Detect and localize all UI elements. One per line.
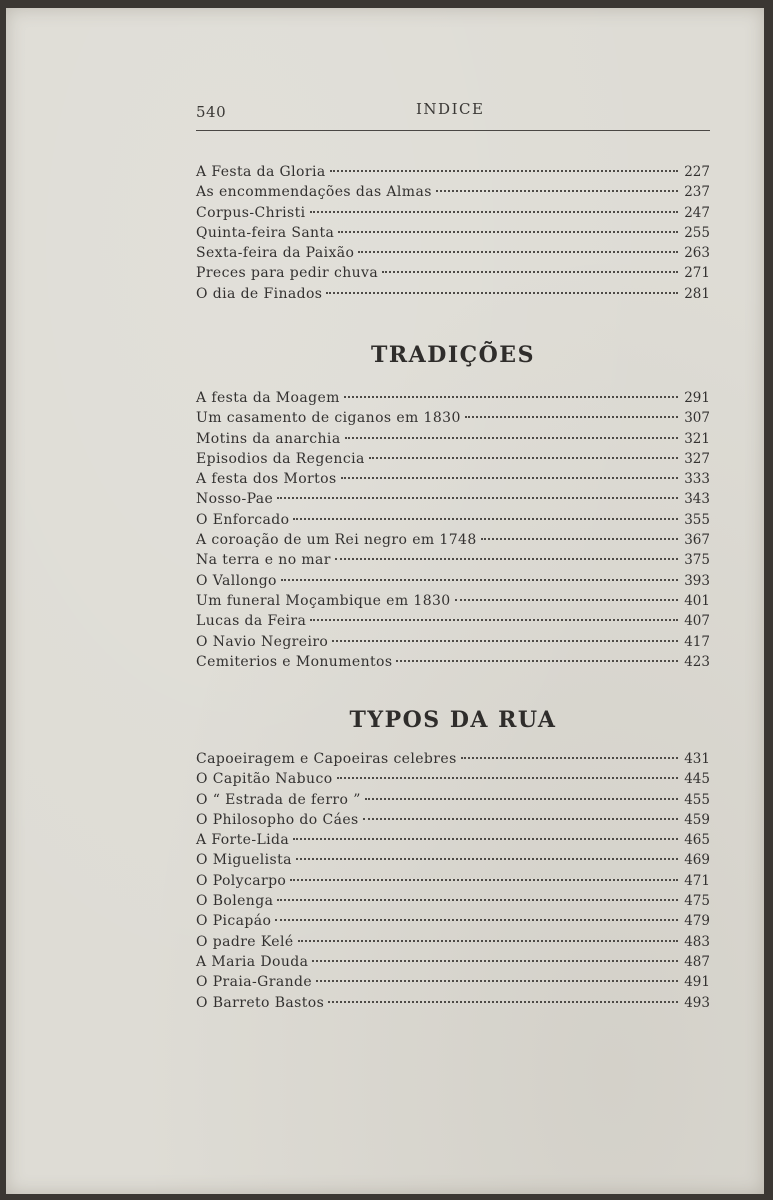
page-number: 540 <box>196 103 227 121</box>
toc-entry-page: 479 <box>684 913 710 930</box>
toc-entry <box>196 512 710 532</box>
toc-entry-title: As encommendações das Almas <box>196 184 432 201</box>
dot-leader <box>465 416 678 418</box>
toc-entry-title: O Bolenga <box>196 893 274 910</box>
toc-entry-page: 469 <box>684 852 710 869</box>
toc-list <box>196 751 710 1015</box>
dot-leader <box>281 579 678 581</box>
dot-leader <box>461 757 678 759</box>
toc-entry <box>196 205 710 225</box>
toc-entry-title: Um funeral Moçambique em 1830 <box>196 592 451 609</box>
dot-leader <box>290 879 678 881</box>
toc-entry-page: 367 <box>684 532 710 549</box>
toc-entry <box>196 934 710 954</box>
toc-entry-page: 333 <box>684 471 710 488</box>
dot-leader <box>436 190 678 192</box>
toc-entry <box>196 913 710 933</box>
dot-leader <box>345 437 678 439</box>
toc-entry-title: Motins da anarchia <box>196 430 341 447</box>
toc-entry-page: 493 <box>684 994 710 1011</box>
toc-entry-title: Cemiterios e Monumentos <box>196 653 393 670</box>
toc-entry <box>196 286 710 306</box>
toc-entry-title: Preces para pedir chuva <box>196 265 379 282</box>
dot-leader <box>382 271 678 273</box>
toc-entry-title: O Capitão Nabuco <box>196 771 333 788</box>
toc-entry <box>196 225 710 245</box>
dot-leader <box>338 231 678 233</box>
toc-entry <box>196 184 710 204</box>
toc-entry <box>196 751 710 771</box>
toc-entry <box>196 265 710 285</box>
toc-entry-page: 355 <box>684 511 710 528</box>
toc-entry <box>196 390 710 410</box>
toc-entry <box>196 164 710 184</box>
toc-entry <box>196 954 710 974</box>
dot-leader <box>293 838 678 840</box>
dot-leader <box>332 640 678 642</box>
toc-entry <box>196 245 710 265</box>
dot-leader <box>310 619 678 621</box>
toc-entry-title: O Barreto Bastos <box>196 994 325 1011</box>
dot-leader <box>396 660 678 662</box>
toc-entry <box>196 431 710 451</box>
toc-entry-title: O Navio Negreiro <box>196 633 329 650</box>
toc-entry-title: O Miguelista <box>196 852 292 869</box>
toc-entry-page: 487 <box>684 953 710 970</box>
toc-entry-title: A festa dos Mortos <box>196 471 337 488</box>
dot-leader <box>341 477 678 479</box>
dot-leader <box>312 960 678 962</box>
dot-leader <box>316 980 678 982</box>
toc-entry <box>196 873 710 893</box>
toc-entry-title: Corpus-Christi <box>196 204 306 221</box>
dot-leader <box>335 558 678 560</box>
toc-entry-title: A Festa da Gloria <box>196 164 326 180</box>
dot-leader <box>275 919 678 921</box>
toc-entry-page: 281 <box>684 285 710 302</box>
toc-entry <box>196 995 710 1015</box>
toc-entry-title: O Praia-Grande <box>196 974 313 991</box>
toc-entry-page: 423 <box>684 653 710 670</box>
toc-entry-page: 247 <box>684 204 710 221</box>
toc-entry <box>196 552 710 572</box>
toc-entry-page: 255 <box>684 224 710 241</box>
toc-entry-title: O Philosopho do Cáes <box>196 811 359 828</box>
toc-section-typos-da-rua <box>196 751 710 1015</box>
page-header <box>6 8 764 138</box>
toc-entry <box>196 410 710 430</box>
toc-section-festas <box>196 164 710 306</box>
dot-leader <box>293 518 678 520</box>
toc-entry-title: O Enforcado <box>196 511 290 528</box>
toc-entry <box>196 634 710 654</box>
toc-entry-title: Sexta-feira da Paixão <box>196 245 355 262</box>
dot-leader <box>310 211 678 213</box>
toc-entry-page: 417 <box>684 633 710 650</box>
toc-entry-page: 327 <box>684 450 710 467</box>
toc-entry-title: Quinta-feira Santa <box>196 224 335 241</box>
toc-entry-page: 465 <box>684 832 710 849</box>
dot-leader <box>344 396 678 398</box>
running-title: INDICE <box>416 100 485 118</box>
toc-entry-page: 445 <box>684 771 710 788</box>
toc-entry <box>196 471 710 491</box>
toc-entry-title: O Vallongo <box>196 572 277 589</box>
toc-entry-title: A festa da Moagem <box>196 390 340 406</box>
toc-entry-title: O dia de Finados <box>196 285 323 302</box>
toc-entry-page: 375 <box>684 552 710 569</box>
header-rule <box>196 130 710 131</box>
toc-entry-page: 431 <box>684 751 710 767</box>
toc-entry-page: 271 <box>684 265 710 282</box>
toc-entry-page: 455 <box>684 791 710 808</box>
toc-entry <box>196 974 710 994</box>
toc-entry-title: A Forte-Lida <box>196 832 290 849</box>
dot-leader <box>337 777 678 779</box>
toc-entry-page: 227 <box>684 164 710 180</box>
toc-entry-page: 343 <box>684 491 710 508</box>
toc-entry <box>196 654 710 674</box>
dot-leader <box>296 858 678 860</box>
toc-entry <box>196 532 710 552</box>
dot-leader <box>330 170 678 172</box>
dot-leader <box>328 1001 678 1003</box>
toc-entry-page: 393 <box>684 572 710 589</box>
toc-entry <box>196 893 710 913</box>
toc-entry-title: O “ Estrada de ferro ” <box>196 791 361 808</box>
section-heading-tradicoes: TRADIÇÕES <box>371 342 535 368</box>
toc-entry-title: Nosso-Pae <box>196 491 274 508</box>
toc-entry <box>196 491 710 511</box>
toc-entry-page: 291 <box>684 390 710 406</box>
toc-entry-title: Capoeiragem e Capoeiras celebres <box>196 751 457 767</box>
toc-entry <box>196 792 710 812</box>
toc-entry-page: 407 <box>684 613 710 630</box>
toc-entry-title: O Picapáo <box>196 913 272 930</box>
toc-entry-page: 475 <box>684 893 710 910</box>
toc-entry-title: Um casamento de ciganos em 1830 <box>196 410 461 427</box>
toc-entry-page: 307 <box>684 410 710 427</box>
dot-leader <box>358 251 678 253</box>
toc-entry <box>196 812 710 832</box>
toc-entry-title: Na terra e no mar <box>196 552 331 569</box>
toc-entry-title: A Maria Douda <box>196 953 309 970</box>
toc-entry-title: O padre Kelé <box>196 933 294 950</box>
dot-leader <box>481 538 678 540</box>
book-page <box>6 8 764 1194</box>
dot-leader <box>363 818 678 820</box>
dot-leader <box>369 457 678 459</box>
toc-section-tradicoes <box>196 390 710 674</box>
dot-leader <box>277 497 678 499</box>
toc-entry <box>196 613 710 633</box>
toc-entry <box>196 451 710 471</box>
toc-entry-page: 491 <box>684 974 710 991</box>
toc-entry-title: Lucas da Feira <box>196 613 307 630</box>
dot-leader <box>298 940 678 942</box>
toc-entry-title: Episodios da Regencia <box>196 450 365 467</box>
dot-leader <box>277 899 678 901</box>
toc-entry-page: 471 <box>684 872 710 889</box>
toc-entry-page: 263 <box>684 245 710 262</box>
toc-entry-page: 321 <box>684 430 710 447</box>
toc-entry-page: 401 <box>684 592 710 609</box>
toc-entry-title: A coroação de um Rei negro em 1748 <box>196 532 477 549</box>
toc-entry-page: 483 <box>684 933 710 950</box>
toc-entry <box>196 832 710 852</box>
dot-leader <box>455 599 678 601</box>
dot-leader <box>326 292 678 294</box>
toc-entry <box>196 771 710 791</box>
toc-entry <box>196 593 710 613</box>
toc-entry-page: 237 <box>684 184 710 201</box>
toc-list <box>196 164 710 306</box>
toc-entry-title: O Polycarpo <box>196 872 287 889</box>
section-heading-typos-da-rua: TYPOS DA RUA <box>349 707 557 733</box>
dot-leader <box>365 798 678 800</box>
toc-entry <box>196 852 710 872</box>
toc-entry-page: 459 <box>684 811 710 828</box>
toc-list <box>196 390 710 674</box>
toc-entry <box>196 573 710 593</box>
